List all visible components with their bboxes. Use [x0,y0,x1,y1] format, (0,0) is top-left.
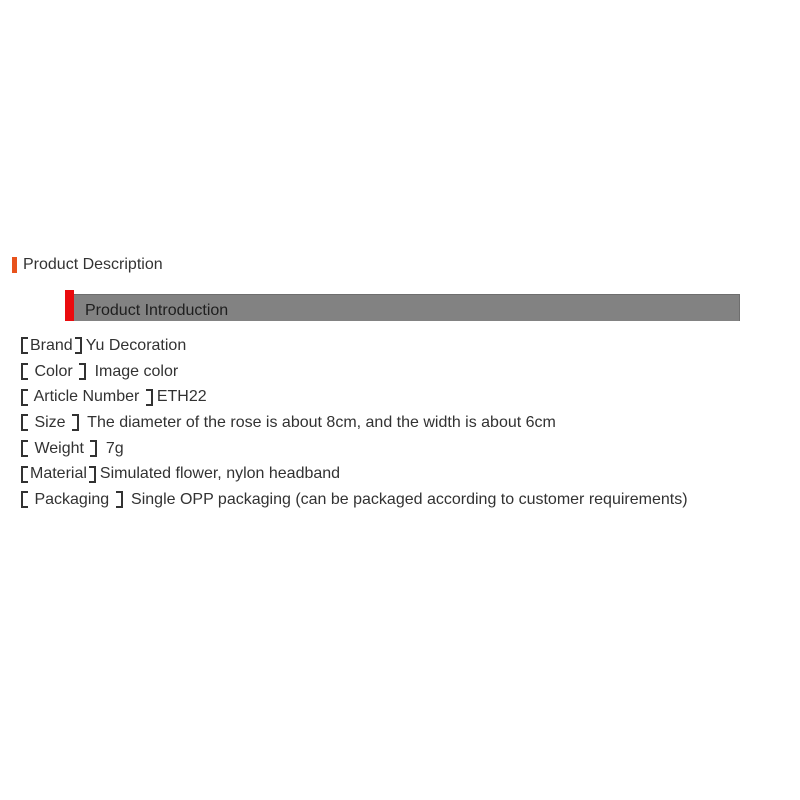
spec-value: Single OPP packaging (can be packaged according to customer requirements) [126,490,688,508]
left-lenticular-bracket [21,414,28,431]
orange-accent-bar [12,257,17,273]
banner-title: Product Introduction [85,302,229,319]
spec-row [20,359,780,385]
left-lenticular-bracket [21,491,28,508]
left-lenticular-bracket [21,363,28,380]
right-lenticular-bracket [146,389,153,406]
spec-value: ETH22 [156,388,207,406]
left-lenticular-bracket [21,389,28,406]
left-lenticular-bracket [21,466,28,483]
spec-value: The diameter of the rose is about 8cm, and the width is about 6cm [83,413,556,431]
spec-value: Simulated flower, nylon headband [99,465,341,483]
left-lenticular-bracket [21,337,28,354]
gray-title-bar [74,294,740,321]
red-accent-bar [65,290,74,321]
spec-label: Brand [30,336,73,354]
right-lenticular-bracket [75,337,82,354]
spec-row [20,461,780,487]
spec-label: Weight [30,439,89,457]
spec-row [20,384,780,410]
left-lenticular-bracket [21,440,28,457]
spec-label: Packaging [30,490,114,508]
specs-list [20,333,780,513]
spec-row [20,487,780,513]
spec-row [20,410,780,436]
spec-label: Article Number [30,388,144,406]
spec-value: 7g [101,439,124,457]
spec-row [20,436,780,462]
spec-label: Size [30,413,71,431]
spec-value: Yu Decoration [85,336,187,354]
right-lenticular-bracket [72,414,79,431]
right-lenticular-bracket [116,491,123,508]
section-header [12,255,163,275]
product-introduction-banner [65,290,740,321]
spec-row [20,333,780,359]
spec-label: Material [30,465,87,483]
right-lenticular-bracket [90,440,97,457]
right-lenticular-bracket [89,466,96,483]
right-lenticular-bracket [79,363,86,380]
spec-label: Color [30,362,78,380]
page-title: Product Description [23,256,163,273]
spec-value: Image color [90,362,179,380]
